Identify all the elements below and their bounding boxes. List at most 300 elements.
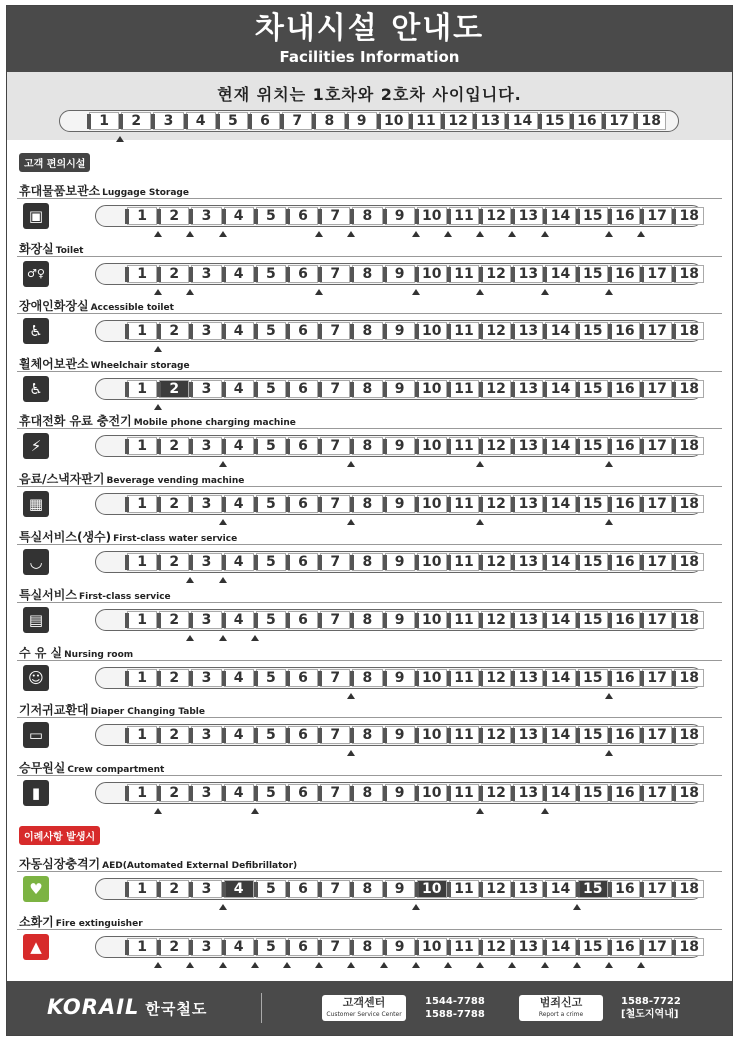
train-car: 15 (578, 938, 608, 956)
luggage-icon: ▣ (23, 203, 49, 229)
train-car: 18 (674, 611, 704, 629)
train-car: 4 (224, 495, 254, 513)
toilet-icon: ♂♀ (23, 261, 49, 287)
facility-marker (154, 962, 162, 968)
train-car: 17 (642, 726, 672, 744)
train-car: 9 (385, 784, 415, 802)
train-car: 2 (159, 611, 189, 629)
facility-name-ko: 특실서비스(생수) (19, 530, 112, 544)
footer-divider (261, 993, 262, 1023)
train-car: 18 (636, 112, 666, 130)
facility-train (95, 609, 703, 631)
facility-train (95, 667, 703, 689)
train-car: 6 (288, 880, 318, 898)
facility-marker (219, 904, 227, 910)
train-car: 15 (578, 880, 608, 898)
train-car: 8 (352, 611, 382, 629)
train-car: 2 (159, 938, 189, 956)
train-car: 14 (545, 726, 575, 744)
facility-row (17, 701, 722, 759)
train-car: 1 (89, 112, 119, 130)
divider (17, 929, 722, 930)
train-car: 17 (642, 669, 672, 687)
facility-marker (186, 289, 194, 295)
vending-machine-icon: ▦ (23, 491, 49, 517)
facility-marker (412, 904, 420, 910)
train-car: 15 (578, 726, 608, 744)
train-car: 2 (159, 207, 189, 225)
train-car: 5 (256, 207, 286, 225)
train-car: 14 (507, 112, 537, 130)
facility-marker (347, 693, 355, 699)
facility-name-ko: 휴대전화 유료 충전기 (19, 414, 132, 428)
facility-title (19, 182, 189, 199)
train-car: 9 (385, 322, 415, 340)
train-car: 6 (288, 784, 318, 802)
train-car: 6 (288, 611, 318, 629)
train-car: 7 (320, 207, 350, 225)
divider (17, 256, 722, 257)
train-car: 14 (545, 380, 575, 398)
facility-marker (251, 808, 259, 814)
page-title: 차내시설 안내도 (254, 11, 485, 46)
train-car: 16 (610, 322, 640, 340)
facility-marker (186, 962, 194, 968)
train-car: 3 (191, 495, 221, 513)
train-car: 14 (545, 322, 575, 340)
facility-name-en: Mobile phone charging machine (133, 418, 296, 428)
facility-marker (476, 519, 484, 525)
train-car: 12 (481, 207, 511, 225)
train-car: 16 (610, 553, 640, 571)
aed-icon: ♥ (23, 876, 49, 902)
train-car: 9 (385, 553, 415, 571)
train-car: 18 (674, 207, 704, 225)
train-car: 5 (256, 495, 286, 513)
facility-train (95, 493, 703, 515)
train-car: 14 (545, 784, 575, 802)
train-car: 8 (352, 938, 382, 956)
train-car: 4 (224, 726, 254, 744)
train-car: 3 (191, 880, 221, 898)
facility-marker (219, 231, 227, 237)
train-car: 2 (159, 322, 189, 340)
train-car: 13 (513, 784, 543, 802)
facility-row (17, 412, 722, 470)
train-car: 7 (282, 112, 312, 130)
train-car: 9 (385, 726, 415, 744)
facility-name-en: First-class water service (113, 534, 238, 544)
train-car: 7 (320, 437, 350, 455)
train-car: 17 (642, 380, 672, 398)
facility-row (17, 586, 722, 644)
train-car: 4 (224, 553, 254, 571)
train-car: 13 (513, 880, 543, 898)
divider (17, 313, 722, 314)
facility-row (17, 240, 722, 298)
train-car: 9 (385, 938, 415, 956)
divider (17, 544, 722, 545)
train-car: 1 (127, 207, 157, 225)
facility-marker (347, 461, 355, 467)
train-car: 6 (288, 669, 318, 687)
train-car: 16 (610, 726, 640, 744)
train-car: 17 (642, 495, 672, 513)
facility-marker (444, 962, 452, 968)
train-car: 3 (191, 322, 221, 340)
train-cars (127, 611, 704, 629)
train-car: 17 (642, 207, 672, 225)
train-car: 1 (127, 669, 157, 687)
train-car: 5 (256, 437, 286, 455)
facility-marker (605, 962, 613, 968)
train-car: 6 (288, 207, 318, 225)
train-car: 11 (449, 880, 479, 898)
facility-marker (186, 635, 194, 641)
train-car: 9 (385, 437, 415, 455)
train-car: 4 (224, 207, 254, 225)
header (7, 6, 732, 72)
train-car: 11 (449, 437, 479, 455)
train-car: 18 (674, 265, 704, 283)
train-car: 2 (159, 437, 189, 455)
facility-title (19, 644, 133, 661)
train-car: 3 (191, 380, 221, 398)
train-car: 14 (545, 669, 575, 687)
train-car: 3 (191, 553, 221, 571)
water-cup-icon: ◡ (23, 549, 49, 575)
train-car: 6 (288, 495, 318, 513)
train-car: 3 (191, 437, 221, 455)
divider (17, 486, 722, 487)
train-car: 3 (191, 207, 221, 225)
train-car: 3 (153, 112, 183, 130)
facility-marker (637, 962, 645, 968)
facility-name-en: AED(Automated External Defibrillator) (102, 861, 298, 871)
facility-row (17, 644, 722, 702)
train-car: 15 (578, 437, 608, 455)
train-car: 11 (449, 784, 479, 802)
train-car: 1 (127, 265, 157, 283)
facility-name-en: Nursing room (64, 650, 134, 660)
newspaper-icon: ▤ (23, 607, 49, 633)
train-car: 17 (642, 784, 672, 802)
facility-marker (251, 635, 259, 641)
divider (17, 871, 722, 872)
train-car: 2 (121, 112, 151, 130)
train-car: 4 (224, 611, 254, 629)
facility-train (95, 551, 703, 573)
facility-name-ko: 화장실 (19, 242, 54, 256)
train-car: 14 (545, 611, 575, 629)
train-car: 8 (352, 495, 382, 513)
diaper-table-icon: ▭ (23, 722, 49, 748)
train-car: 2 (159, 669, 189, 687)
facility-marker (154, 346, 162, 352)
facility-train (95, 936, 703, 958)
facility-marker (154, 808, 162, 814)
train-car: 4 (224, 880, 254, 898)
train-car: 14 (545, 437, 575, 455)
train-car: 8 (352, 437, 382, 455)
train-cars (127, 437, 704, 455)
train-cars (127, 207, 704, 225)
train-cars (127, 726, 704, 744)
facility-marker (476, 962, 484, 968)
facility-marker (219, 577, 227, 583)
facility-name-en: Wheelchair storage (90, 361, 190, 371)
train-car: 15 (578, 611, 608, 629)
train-car: 11 (449, 380, 479, 398)
train-car: 15 (578, 495, 608, 513)
train-car: 17 (642, 265, 672, 283)
train-car: 15 (578, 784, 608, 802)
facility-row (17, 470, 722, 528)
facility-marker (347, 231, 355, 237)
divider (17, 602, 722, 603)
facility-title (19, 855, 297, 872)
train-car: 18 (674, 553, 704, 571)
train-car: 4 (224, 938, 254, 956)
train-car: 15 (540, 112, 570, 130)
train-car: 1 (127, 495, 157, 513)
train-car: 3 (191, 669, 221, 687)
divider (17, 428, 722, 429)
service-center-badge: 고객센터 Customer Service Center (322, 995, 406, 1021)
train-car: 18 (674, 669, 704, 687)
facility-marker (315, 231, 323, 237)
train-car: 8 (352, 880, 382, 898)
train-cars (127, 880, 704, 898)
train-car: 16 (610, 207, 640, 225)
divider (17, 371, 722, 372)
crime-report-badge: 범죄신고 Report a crime (519, 995, 603, 1021)
train-car: 13 (513, 495, 543, 513)
train-car: 8 (352, 726, 382, 744)
train-car: 1 (127, 437, 157, 455)
train-car: 6 (288, 726, 318, 744)
facility-row (17, 528, 722, 586)
train-car: 16 (610, 611, 640, 629)
divider (17, 198, 722, 199)
train-cars (127, 495, 704, 513)
train-car: 12 (481, 669, 511, 687)
facility-name-en: Luggage Storage (102, 188, 189, 198)
facility-marker (541, 962, 549, 968)
train-car: 4 (224, 669, 254, 687)
train-car: 13 (513, 437, 543, 455)
train-car: 3 (191, 726, 221, 744)
facility-train (95, 724, 703, 746)
train-car: 10 (379, 112, 409, 130)
train-car: 8 (352, 207, 382, 225)
train-car: 4 (224, 322, 254, 340)
train-car: 17 (604, 112, 634, 130)
train-car: 13 (513, 938, 543, 956)
facility-marker (476, 461, 484, 467)
train-car: 11 (449, 495, 479, 513)
wheelchair-icon: ♿ (23, 376, 49, 402)
train-car: 6 (250, 112, 280, 130)
facility-marker (605, 519, 613, 525)
facilities-sheet (6, 5, 733, 1036)
facility-train (95, 782, 703, 804)
facility-marker (315, 289, 323, 295)
facility-marker (573, 904, 581, 910)
facility-marker (219, 635, 227, 641)
train-car: 16 (572, 112, 602, 130)
train-car: 5 (256, 938, 286, 956)
train-cars (127, 265, 704, 283)
train-car: 18 (674, 437, 704, 455)
train-car: 17 (642, 938, 672, 956)
train-car: 14 (545, 207, 575, 225)
facility-marker (605, 750, 613, 756)
train-car: 1 (127, 880, 157, 898)
train-car: 5 (256, 380, 286, 398)
train-car: 10 (417, 265, 447, 283)
train-car: 7 (320, 784, 350, 802)
facility-name-ko: 휴대물품보관소 (19, 184, 101, 198)
train-car: 2 (159, 784, 189, 802)
train-car: 2 (159, 553, 189, 571)
facility-name-en: Toilet (55, 246, 84, 256)
facility-name-ko: 수 유 실 (19, 646, 63, 660)
train-car: 8 (352, 669, 382, 687)
train-car: 11 (449, 938, 479, 956)
train-car: 3 (191, 265, 221, 283)
facility-marker (412, 289, 420, 295)
fire-extinguisher-icon: ▲ (23, 934, 49, 960)
train-car: 13 (513, 322, 543, 340)
train-car: 18 (674, 495, 704, 513)
phone-charger-icon: ⚡ (23, 433, 49, 459)
train-car: 12 (481, 265, 511, 283)
facility-train (95, 435, 703, 457)
facility-name-en: Accessible toilet (90, 303, 174, 313)
train-car: 4 (224, 437, 254, 455)
facility-title (19, 240, 83, 257)
train-car: 6 (288, 380, 318, 398)
train-car: 10 (417, 207, 447, 225)
facility-marker (186, 577, 194, 583)
train-car: 11 (449, 669, 479, 687)
train-car: 18 (674, 938, 704, 956)
train-car: 7 (320, 380, 350, 398)
facility-train (95, 263, 703, 285)
train-car: 5 (256, 265, 286, 283)
train-car: 9 (385, 611, 415, 629)
facility-marker (219, 962, 227, 968)
facility-name-en: Diaper Changing Table (90, 707, 205, 717)
train-car: 9 (385, 495, 415, 513)
facility-marker (605, 461, 613, 467)
facility-marker (637, 231, 645, 237)
train-car: 16 (610, 437, 640, 455)
train-car: 6 (288, 322, 318, 340)
facility-row (17, 182, 722, 240)
train-car: 11 (449, 553, 479, 571)
train-car: 6 (288, 553, 318, 571)
train-car: 9 (385, 880, 415, 898)
divider (17, 775, 722, 776)
train-car: 2 (159, 495, 189, 513)
train-car: 5 (256, 784, 286, 802)
train-car: 10 (417, 726, 447, 744)
footer (7, 981, 732, 1035)
train-car: 13 (513, 553, 543, 571)
train-car: 17 (642, 611, 672, 629)
train-car: 13 (475, 112, 505, 130)
train-car: 7 (320, 553, 350, 571)
facility-name-en: Fire extinguisher (55, 919, 143, 929)
location-train (59, 110, 679, 132)
train-car: 8 (352, 553, 382, 571)
facility-name-ko: 자동심장충격기 (19, 857, 101, 871)
location-panel (7, 72, 732, 140)
train-car: 7 (320, 938, 350, 956)
train-car: 15 (578, 265, 608, 283)
train-car: 7 (320, 880, 350, 898)
facility-marker (476, 808, 484, 814)
train-car: 1 (127, 322, 157, 340)
train-cars (89, 112, 666, 130)
train-car: 5 (218, 112, 248, 130)
facility-marker (154, 231, 162, 237)
train-car: 9 (385, 380, 415, 398)
train-car: 18 (674, 380, 704, 398)
train-car: 10 (417, 322, 447, 340)
facility-name-ko: 장애인화장실 (19, 299, 89, 313)
train-car: 16 (610, 938, 640, 956)
facility-marker (605, 693, 613, 699)
train-car: 18 (674, 322, 704, 340)
train-cars (127, 669, 704, 687)
facility-marker (412, 231, 420, 237)
train-car: 7 (320, 265, 350, 283)
facility-title (19, 586, 171, 603)
section-label-emergency: 이례사항 발생시 (19, 826, 100, 845)
facility-marker (380, 962, 388, 968)
train-car: 10 (417, 784, 447, 802)
train-car: 1 (127, 611, 157, 629)
train-car: 11 (449, 207, 479, 225)
facility-name-en: First-class service (78, 592, 171, 602)
train-car: 7 (320, 322, 350, 340)
train-car: 12 (481, 495, 511, 513)
train-car: 12 (481, 553, 511, 571)
facility-marker (444, 231, 452, 237)
train-car: 18 (674, 880, 704, 898)
train-cars (127, 784, 704, 802)
train-car: 3 (191, 938, 221, 956)
facility-marker (605, 231, 613, 237)
facility-marker (116, 136, 124, 142)
facility-marker (154, 289, 162, 295)
facility-name-en: Crew compartment (67, 765, 165, 775)
facility-name-ko: 승무원실 (19, 761, 66, 775)
train-car: 8 (352, 380, 382, 398)
train-car: 7 (320, 726, 350, 744)
train-car: 9 (385, 207, 415, 225)
facility-marker (412, 962, 420, 968)
train-car: 12 (481, 784, 511, 802)
facility-marker (154, 404, 162, 410)
train-car: 16 (610, 265, 640, 283)
train-car: 16 (610, 495, 640, 513)
crime-report-phone: 1588-7722 [철도지역내] (621, 996, 681, 1020)
crew-icon: ▮ (23, 780, 49, 806)
